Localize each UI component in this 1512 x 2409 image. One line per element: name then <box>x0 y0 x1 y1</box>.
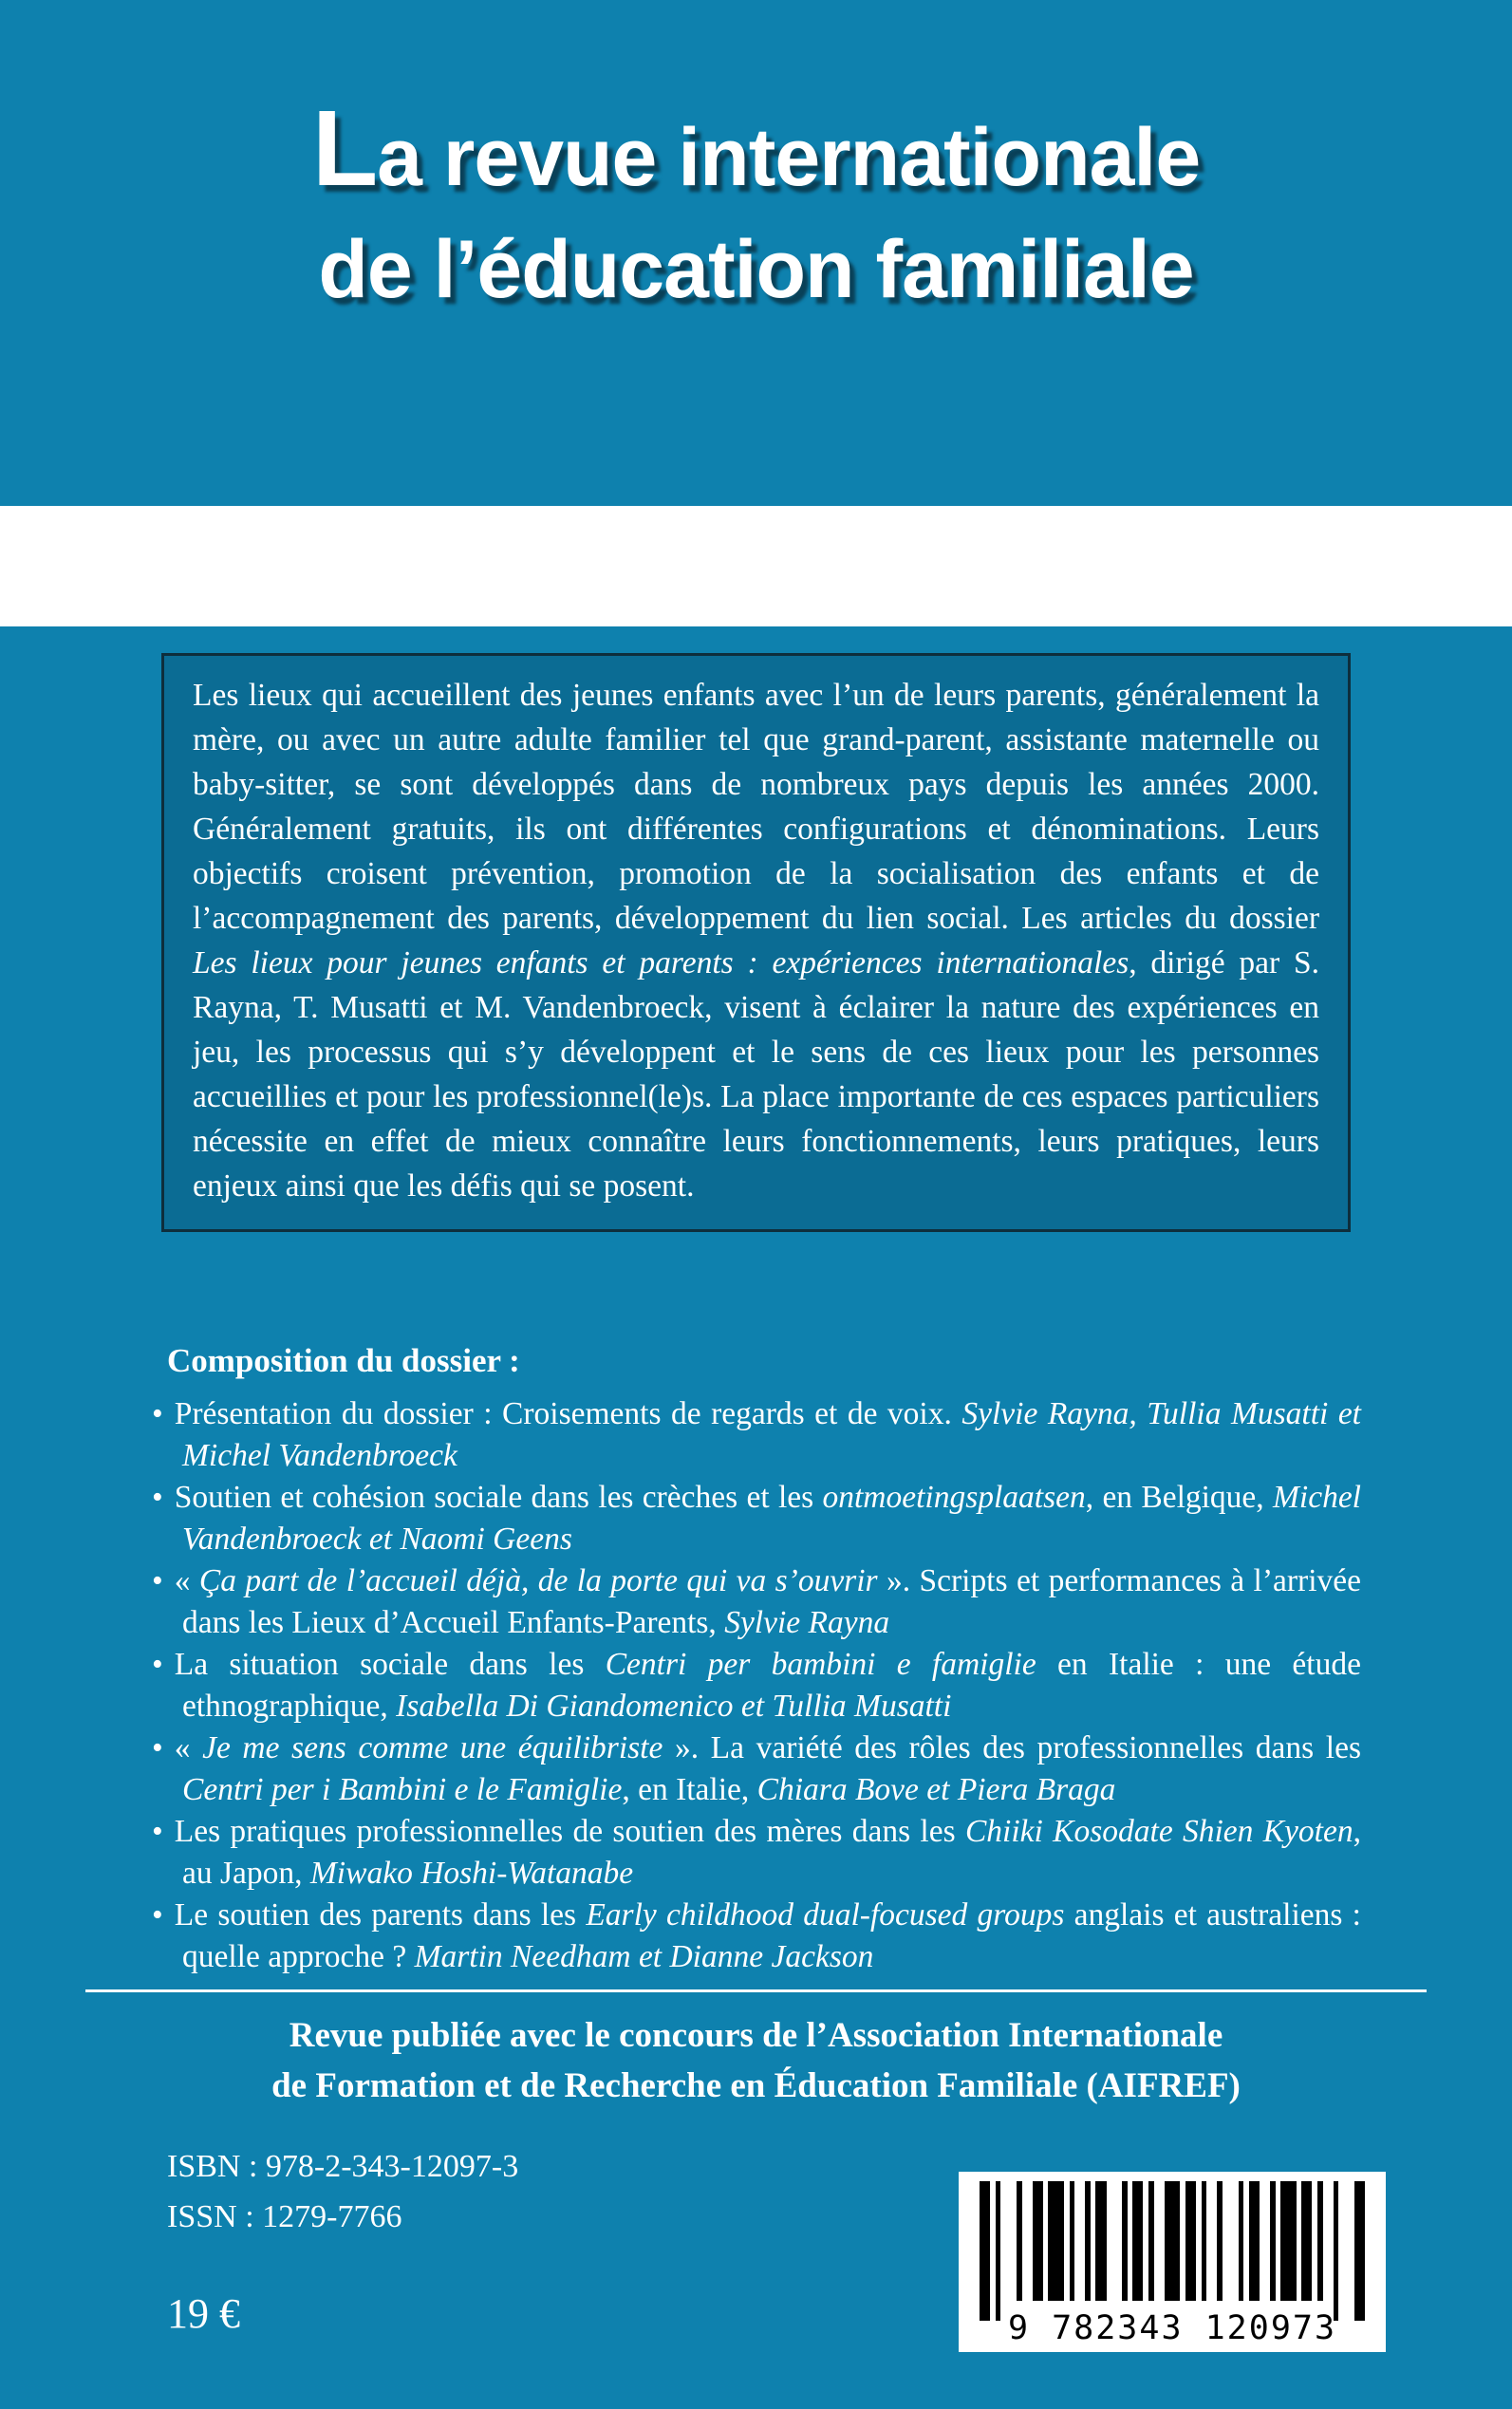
dossier-item <box>152 1477 1361 1560</box>
bullet-icon: • <box>152 1396 163 1431</box>
dossier-item-text: « Je me sens comme une équilibriste ». La variété des rôles des professionnelles dans les Centri per i Bambini e le Famiglie, en Italie, Chiara Bove et Piera Braga <box>174 1730 1361 1807</box>
isbn-text: ISBN : 978-2-343-12097-3 <box>167 2149 519 2184</box>
barcode <box>959 2172 1386 2352</box>
dossier-item-text: Le soutien des parents dans les Early childhood dual-focused groups anglais et australiens : quelle approche ? Martin Needham et Dianne Jackson <box>174 1897 1361 1974</box>
bullet-icon: • <box>152 1480 163 1515</box>
publisher-note <box>0 2010 1512 2111</box>
bullet-icon: • <box>152 1814 163 1849</box>
journal-title <box>0 88 1512 326</box>
dossier-list <box>152 1393 1361 1978</box>
dossier-item <box>152 1811 1361 1895</box>
dossier-item <box>152 1727 1361 1811</box>
journal-title-line1: La revue internationale <box>311 88 1201 209</box>
dossier-item-text: « Ça part de l’accueil déjà, de la porte qui va s’ouvrir ». Scripts et performances à l’arrivée dans les Lieux d’Accueil Enfants-Parents, Sylvie Rayna <box>174 1563 1361 1640</box>
dossier-item <box>152 1393 1361 1477</box>
footer-divider <box>85 1989 1427 1992</box>
dossier-item-text: Les pratiques professionnelles de soutien des mères dans les Chiiki Kosodate Shien Kyoten, au Japon, Miwako Hoshi-Watanabe <box>174 1814 1361 1891</box>
barcode-bars <box>980 2181 1365 2301</box>
journal-title-line2: de l’éducation familiale <box>318 224 1194 315</box>
white-band <box>0 506 1512 626</box>
barcode-number: 9 782343 120973 <box>1007 2309 1337 2347</box>
abstract-panel <box>161 653 1351 1232</box>
publisher-note-line2: de Formation et de Recherche en Éducation Familiale (AIFREF) <box>271 2066 1241 2105</box>
dossier-item-text: Soutien et cohésion sociale dans les crèches et les ontmoetingsplaatsen, en Belgique, Michel Vandenbroeck et Naomi Geens <box>174 1480 1361 1557</box>
abstract-text: Les lieux qui accueillent des jeunes enfants avec l’un de leurs parents, généralement la mère, ou avec un autre adulte familier tel que grand-parent, assistante maternelle ou baby-sitter, se sont développés dans de nombreux pays depuis les années 2000. Généralement gratuits, ils ont différentes configurations et dénominations. Leurs objectifs croisent prévention, promotion de la socialisation des enfants et de l’accompagnement des parents, développement du lien social. Les articles du dossier Les lieux pour jeunes enfants et parents : expériences internationales, dirigé par S. Rayna, T. Musatti et M. Vandenbroeck, visent à éclairer la nature des expériences en jeu, les processus qui s’y développent et le sens de ces lieux pour les personnes accueillies et pour les professionnel(le)s. La place importante de ces espaces particuliers nécessite en effet de mieux connaître leurs fonctionnements, leurs pratiques, leurs enjeux ainsi que les défis qui se posent. <box>193 678 1320 1204</box>
bullet-icon: • <box>152 1897 163 1933</box>
publication-codes <box>167 2141 518 2242</box>
price-text: 19 € <box>167 2290 240 2337</box>
dossier-item-text: La situation sociale dans les Centri per bambini e famiglie en Italie : une étude ethnographique, Isabella Di Giandomenico et Tullia Musatti <box>174 1647 1361 1724</box>
bullet-icon: • <box>152 1730 163 1765</box>
dossier-item <box>152 1895 1361 1978</box>
dossier-item <box>152 1644 1361 1727</box>
dossier-item-text: Présentation du dossier : Croisements de regards et de voix. Sylvie Rayna, Tullia Musatti et Michel Vandenbroeck <box>174 1396 1361 1473</box>
dossier-heading: Composition du dossier : <box>167 1342 520 1379</box>
bullet-icon: • <box>152 1563 163 1598</box>
dossier-item <box>152 1560 1361 1644</box>
publisher-note-line1: Revue publiée avec le concours de l’Association Internationale <box>289 2016 1223 2055</box>
issn-text: ISSN : 1279-7766 <box>167 2199 402 2234</box>
bullet-icon: • <box>152 1647 163 1682</box>
